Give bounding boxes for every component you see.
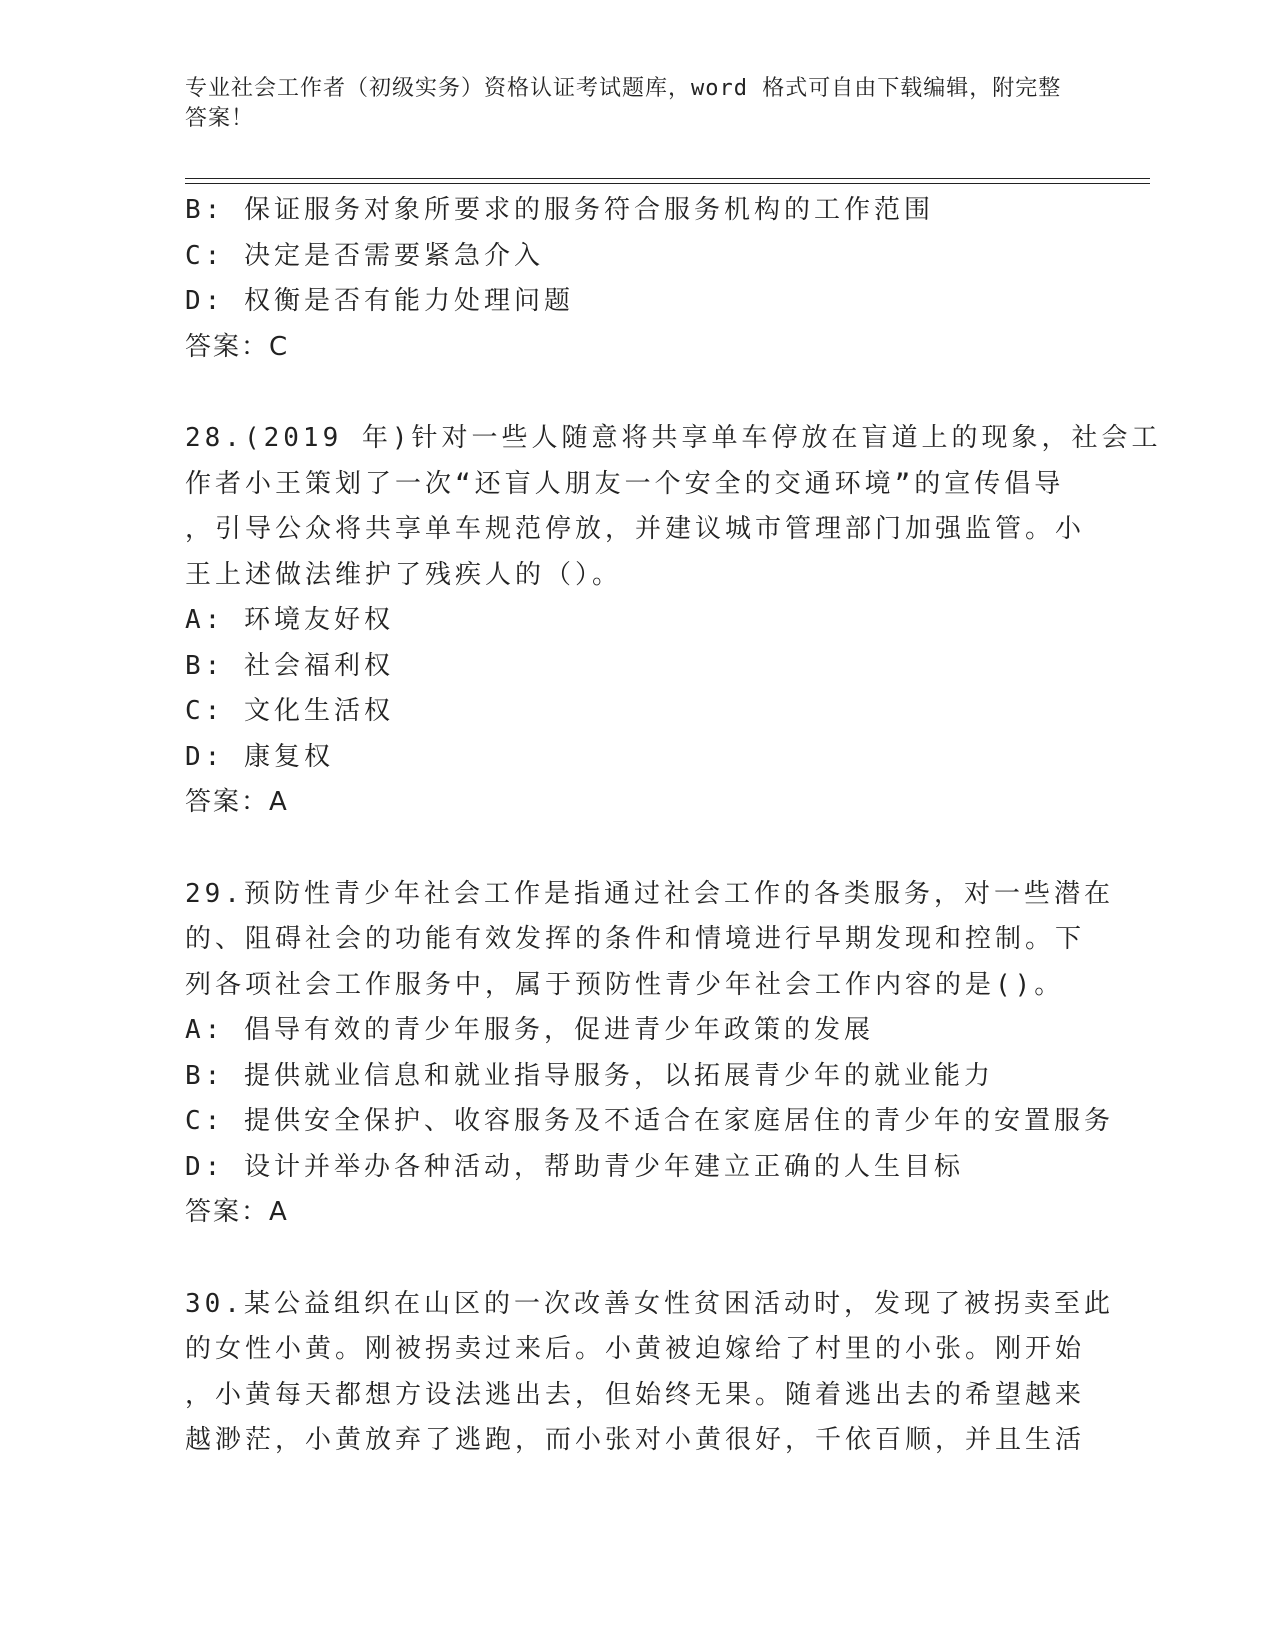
question-text-line: 30.某公益组织在山区的一次改善女性贫困活动时，发现了被拐卖至此 xyxy=(185,1288,1114,1319)
question-27 xyxy=(185,188,1085,370)
option-a: A: 倡导有效的青少年服务，促进青少年政策的发展 xyxy=(185,1015,874,1045)
option-d: D: 设计并举办各种活动，帮助青少年建立正确的人生目标 xyxy=(185,1151,964,1182)
question-text-line: 列各项社会工作服务中，属于预防性青少年社会工作内容的是()。 xyxy=(185,969,1065,1000)
question-text-line: 28.(2019 年)针对一些人随意将共享单车停放在盲道上的现象，社会工 xyxy=(185,423,1162,453)
page-header: 专业社会工作者（初级实务）资格认证考试题库，word 格式可自由下载编辑，附完整答案！ xyxy=(185,76,1062,131)
option-a: A: 环境友好权 xyxy=(185,605,394,635)
option-c: C: 提供安全保护、收容服务及不适合在家庭居住的青少年的安置服务 xyxy=(185,1106,1114,1136)
spacer xyxy=(185,1236,1085,1282)
answer: 答案：A xyxy=(185,1197,289,1227)
option-b: B: 保证服务对象所要求的服务符合服务机构的工作范围 xyxy=(185,195,934,225)
answer: 答案：C xyxy=(185,331,290,362)
option-d: D: 权衡是否有能力处理问题 xyxy=(185,286,574,316)
question-30 xyxy=(185,1282,1114,1464)
question-text-line: 越渺茫，小黄放弃了逃跑，而小张对小黄很好，千依百顺，并且生活 xyxy=(185,1425,1086,1455)
question-text-line: 作者小王策划了一次“还盲人朋友一个安全的交通环境”的宣传倡导 xyxy=(185,468,1065,499)
answer: 答案：A xyxy=(185,787,289,817)
option-b: B: 社会福利权 xyxy=(185,650,394,681)
option-b: B: 提供就业信息和就业指导服务，以拓展青少年的就业能力 xyxy=(185,1060,994,1091)
question-content xyxy=(185,188,1162,1464)
option-c: C: 决定是否需要紧急介入 xyxy=(185,240,544,271)
option-c: C: 文化生活权 xyxy=(185,696,394,726)
question-text-line: ，引导公众将共享单车规范停放，并建议城市管理部门加强监管。小 xyxy=(185,514,1086,544)
question-text-line: 的、阻碍社会的功能有效发挥的条件和情境进行早期发现和控制。下 xyxy=(185,924,1086,954)
question-text-line: ，小黄每天都想方设法逃出去，但始终无果。随着逃出去的希望越来 xyxy=(185,1379,1086,1410)
question-text-line: 29.预防性青少年社会工作是指通过社会工作的各类服务，对一些潜在 xyxy=(185,878,1114,909)
question-text-line: 的女性小黄。刚被拐卖过来后。小黄被迫嫁给了村里的小张。刚开始 xyxy=(185,1334,1086,1364)
question-28 xyxy=(185,416,1162,826)
question-text-line: 王上述做法维护了残疾人的（）。 xyxy=(185,559,623,590)
header-divider-top xyxy=(185,178,1150,179)
spacer xyxy=(185,826,1085,872)
spacer xyxy=(185,370,1085,416)
question-29 xyxy=(185,872,1114,1236)
header-divider-bottom xyxy=(185,183,1150,184)
option-d: D: 康复权 xyxy=(185,741,334,772)
